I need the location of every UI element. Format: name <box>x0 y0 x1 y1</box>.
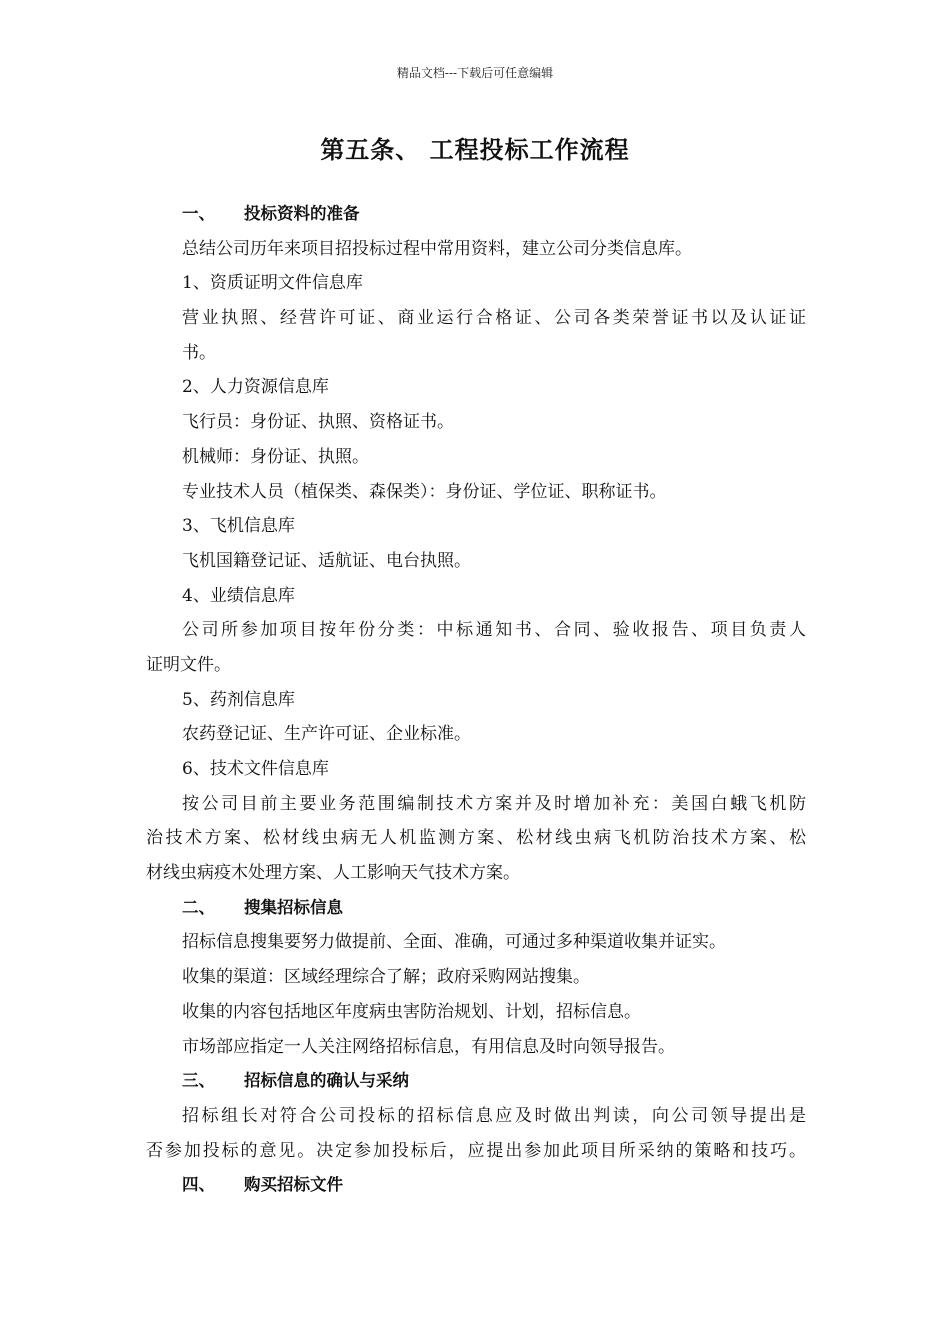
paragraph-line: 书。 <box>182 342 216 363</box>
paragraph-line: 市场部应指定一人关注网络招标信息，有用信息及时向领导报告。 <box>182 1036 675 1057</box>
page-header: 精品文档---下载后可任意编辑 <box>396 66 554 80</box>
section-heading <box>146 891 806 926</box>
paragraph-line: 农药登记证、生产许可证、企业标准。 <box>182 724 471 745</box>
paragraph-line: 6、技术文件信息库 <box>182 759 329 779</box>
document-body <box>146 197 806 1203</box>
section-number: 二、 <box>182 897 215 917</box>
section-title: 投标资料的准备 <box>244 204 360 223</box>
paragraph-line: 飞行员：身份证、执照、资格证书。 <box>182 412 454 433</box>
paragraph-line: 1、资质证明文件信息库 <box>182 273 363 294</box>
section-number: 四、 <box>182 1175 215 1195</box>
paragraph-line: 总结公司历年来项目招投标过程中常用资料，建立公司分类信息库。 <box>182 238 692 259</box>
section-number: 三、 <box>182 1071 215 1091</box>
paragraph-line: 证明文件。 <box>146 654 231 675</box>
paragraph-line: 公司所参加项目按年份分类：中标通知书、合同、验收报告、项目负责人 <box>182 620 806 641</box>
section-title: 搜集招标信息 <box>244 897 343 917</box>
paragraph-line: 4、业绩信息库 <box>182 585 295 606</box>
paragraph-line: 3、飞机信息库 <box>182 516 295 537</box>
paragraph-line: 材线虫病疫木处理方案、人工影响天气技术方案。 <box>146 863 520 884</box>
section-heading <box>146 1168 806 1203</box>
paragraph-line: 招标信息搜集要努力做提前、全面、准确，可通过多种渠道收集并证实。 <box>182 932 726 953</box>
section-heading <box>146 197 806 232</box>
paragraph-line: 收集的内容包括地区年度病虫害防治规划、计划，招标信息。 <box>182 1001 641 1022</box>
paragraph-line: 否参加投标的意见。决定参加投标后，应提出参加此项目所采纳的策略和技巧。 <box>146 1140 806 1161</box>
paragraph-line: 按公司目前主要业务范围编制技术方案并及时增加补充：美国白蛾飞机防 <box>182 793 806 814</box>
paragraph-line: 机械师：身份证、执照。 <box>182 446 369 467</box>
paragraph-line: 飞机国籍登记证、适航证、电台执照。 <box>182 550 471 571</box>
paragraph-line: 招标组长对符合公司投标的招标信息应及时做出判读，向公司领导提出是 <box>182 1105 806 1126</box>
paragraph-line: 5、药剂信息库 <box>182 689 295 710</box>
paragraph-line: 收集的渠道：区域经理综合了解；政府采购网站搜集。 <box>182 967 590 988</box>
paragraph-line: 营业执照、经营许可证、商业运行合格证、公司各类荣誉证书以及认证证 <box>182 308 806 329</box>
document-title: 第五条、 工程投标工作流程 <box>320 136 630 164</box>
section-heading <box>146 1064 806 1099</box>
section-title: 招标信息的确认与采纳 <box>244 1071 409 1091</box>
section-title: 购买招标文件 <box>244 1175 343 1195</box>
paragraph-line: 专业技术人员（植保类、森保类）：身份证、学位证、职称证书。 <box>182 481 667 502</box>
paragraph-line: 治技术方案、松材线虫病无人机监测方案、松材线虫病飞机防治技术方案、松 <box>146 828 806 849</box>
section-number: 一、 <box>182 204 215 223</box>
paragraph-line: 2、人力资源信息库 <box>182 377 329 398</box>
